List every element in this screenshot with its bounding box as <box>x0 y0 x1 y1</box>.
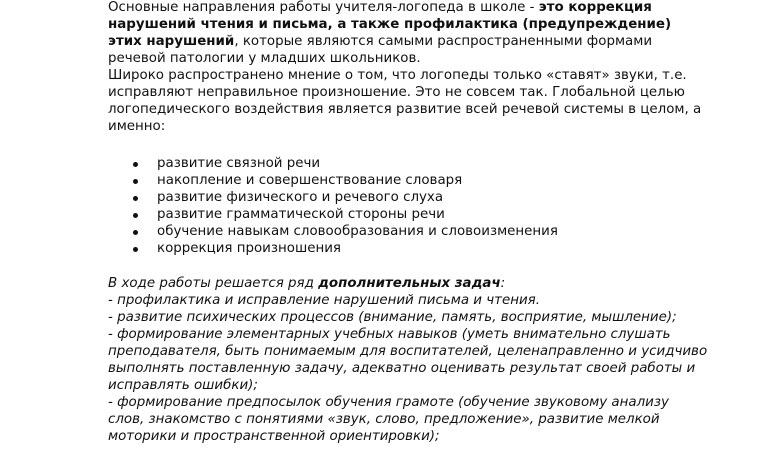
list-item: развитие связной речи <box>157 156 321 171</box>
tasks-line: - профилактика и исправление нарушений письма и чтения. <box>108 293 540 308</box>
list-item: развитие грамматической стороны речи <box>157 207 445 222</box>
tasks-line: преподавателя, быть понимаемым для воспитателей, целенаправленно и усидчиво <box>108 344 708 359</box>
tasks-heading-bold: дополнительных задач <box>318 276 501 291</box>
intro-bold-text: этих нарушений <box>108 34 235 49</box>
intro-bold-text: это коррекция <box>538 0 652 15</box>
bullet-icon <box>133 196 138 201</box>
bullet-icon <box>133 162 138 167</box>
intro-line-2: нарушений чтения и письма, а также профилактика (предупреждение) <box>108 17 672 32</box>
tasks-line: - формирование элементарных учебных навыков (уметь внимательно слушать <box>108 327 671 342</box>
tasks-heading-colon: : <box>500 276 506 291</box>
intro-line-5: Широко распространено мнение о том, что логопеды только «ставят» звуки, т.е. <box>108 68 687 83</box>
tasks-line: - развитие психических процессов (внимание, память, восприятие, мышление); <box>108 310 677 325</box>
tasks-line: исправлять ошибки); <box>108 378 258 393</box>
list-item: развитие физического и речевого слуха <box>157 190 444 205</box>
tasks-heading <box>108 275 505 292</box>
bullet-icon <box>133 230 138 235</box>
intro-line-4: речевой патологии у младших школьников. <box>108 51 421 66</box>
list-item: накопление и совершенствование словаря <box>157 173 463 188</box>
tasks-line: моторики и пространственной ориентировки); <box>108 429 440 444</box>
tasks-heading-text: В ходе работы решается ряд <box>108 276 319 291</box>
intro-line-7: логопедического воздействия является развитие всей речевой системы в целом, а <box>108 102 702 117</box>
intro-line-1 <box>108 0 652 16</box>
intro-text: Основные направления работы учителя-логопеда в школе - <box>108 0 539 15</box>
intro-line-6: исправляют неправильное произношение. Это не совсем так. Глобальной целью <box>108 85 685 100</box>
list-item: коррекция произношения <box>157 241 341 256</box>
tasks-line: слов, знакомство с понятиями «звук, слово, предложение», развитие мелкой <box>108 412 660 427</box>
list-item: обучение навыкам словообразования и словоизменения <box>157 224 558 239</box>
intro-line-8: именно: <box>108 119 166 134</box>
bullet-icon <box>133 179 138 184</box>
bullet-icon <box>133 213 138 218</box>
intro-text: , которые являются самыми распространенными формами <box>234 34 653 49</box>
tasks-line: выполнять поставленную задачу, адекватно оценивать результат своей работы и <box>108 361 696 376</box>
intro-line-3 <box>108 33 652 50</box>
bullet-icon <box>133 247 138 252</box>
tasks-line: - формирование предпосылок обучения грамоте (обучение звуковому анализу <box>108 395 669 410</box>
